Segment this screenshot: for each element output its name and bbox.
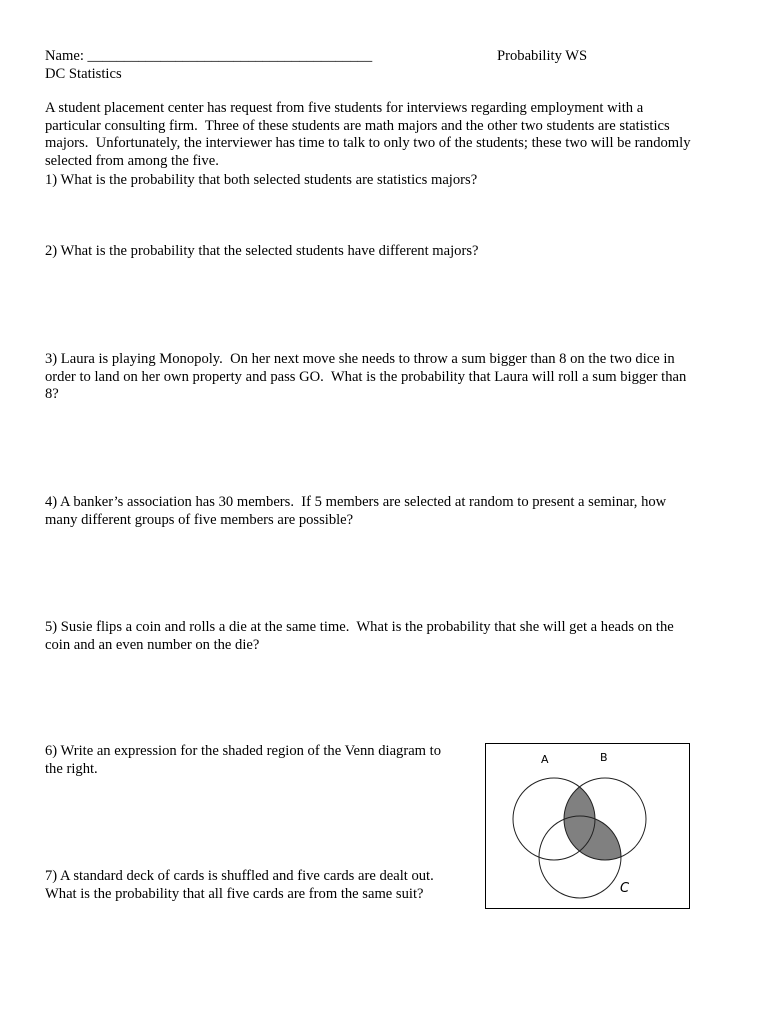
question-3-line: 3) Laura is playing Monopoly. On her next move she needs to throw a sum bigger than 8 on the two dice in — [45, 351, 675, 367]
question-3-line: order to land on her own property and pass GO. What is the probability that Laura will roll a sum bigger than — [45, 368, 687, 385]
venn-label-a: A — [541, 753, 549, 766]
question-7 — [45, 868, 465, 903]
question-6-line: 6) Write an expression for the shaded region of the Venn diagram to — [45, 743, 442, 759]
question-3 — [45, 351, 725, 404]
intro-line: A student placement center has request from five students for interviews regarding employment with a — [45, 100, 644, 116]
question-2-text: 2) What is the probability that the selected students have different majors? — [45, 243, 479, 259]
question-1 — [45, 172, 725, 190]
question-6 — [45, 743, 465, 778]
venn-label-c: C — [620, 881, 630, 896]
name-field-label: Name: _______________________________________ — [45, 48, 373, 64]
question-4-line: 4) A banker’s association has 30 members. If 5 members are selected at random to present a seminar, how — [45, 494, 667, 510]
question-3-line: 8? — [45, 386, 59, 403]
course-name: DC Statistics — [45, 66, 122, 82]
worksheet-title: Probability WS — [497, 48, 588, 64]
question-2 — [45, 243, 725, 261]
question-7-line: What is the probability that all five cards are from the same suit? — [45, 885, 424, 902]
intro-line: selected from among the five. — [45, 152, 219, 169]
question-4-line: many different groups of five members are possible? — [45, 511, 354, 528]
question-5-line: 5) Susie flips a coin and rolls a die at the same time. What is the probability that she will get a heads on the — [45, 619, 674, 635]
intro-paragraph — [45, 100, 725, 170]
intro-line: particular consulting firm. Three of these students are math majors and the other two students are statistics — [45, 117, 670, 134]
question-7-line: 7) A standard deck of cards is shuffled and five cards are dealt out. — [45, 868, 434, 884]
question-5-line: coin and an even number on the die? — [45, 636, 260, 653]
question-5 — [45, 619, 725, 654]
question-6-line: the right. — [45, 760, 98, 777]
question-1-text: 1) What is the probability that both selected students are statistics majors? — [45, 172, 478, 188]
venn-diagram-svg — [486, 744, 689, 908]
venn-label-b: B — [600, 751, 608, 764]
venn-diagram — [485, 743, 690, 909]
question-4 — [45, 494, 725, 529]
intro-line: majors. Unfortunately, the interviewer has time to talk to only two of the students; these two will be randomly — [45, 135, 691, 152]
